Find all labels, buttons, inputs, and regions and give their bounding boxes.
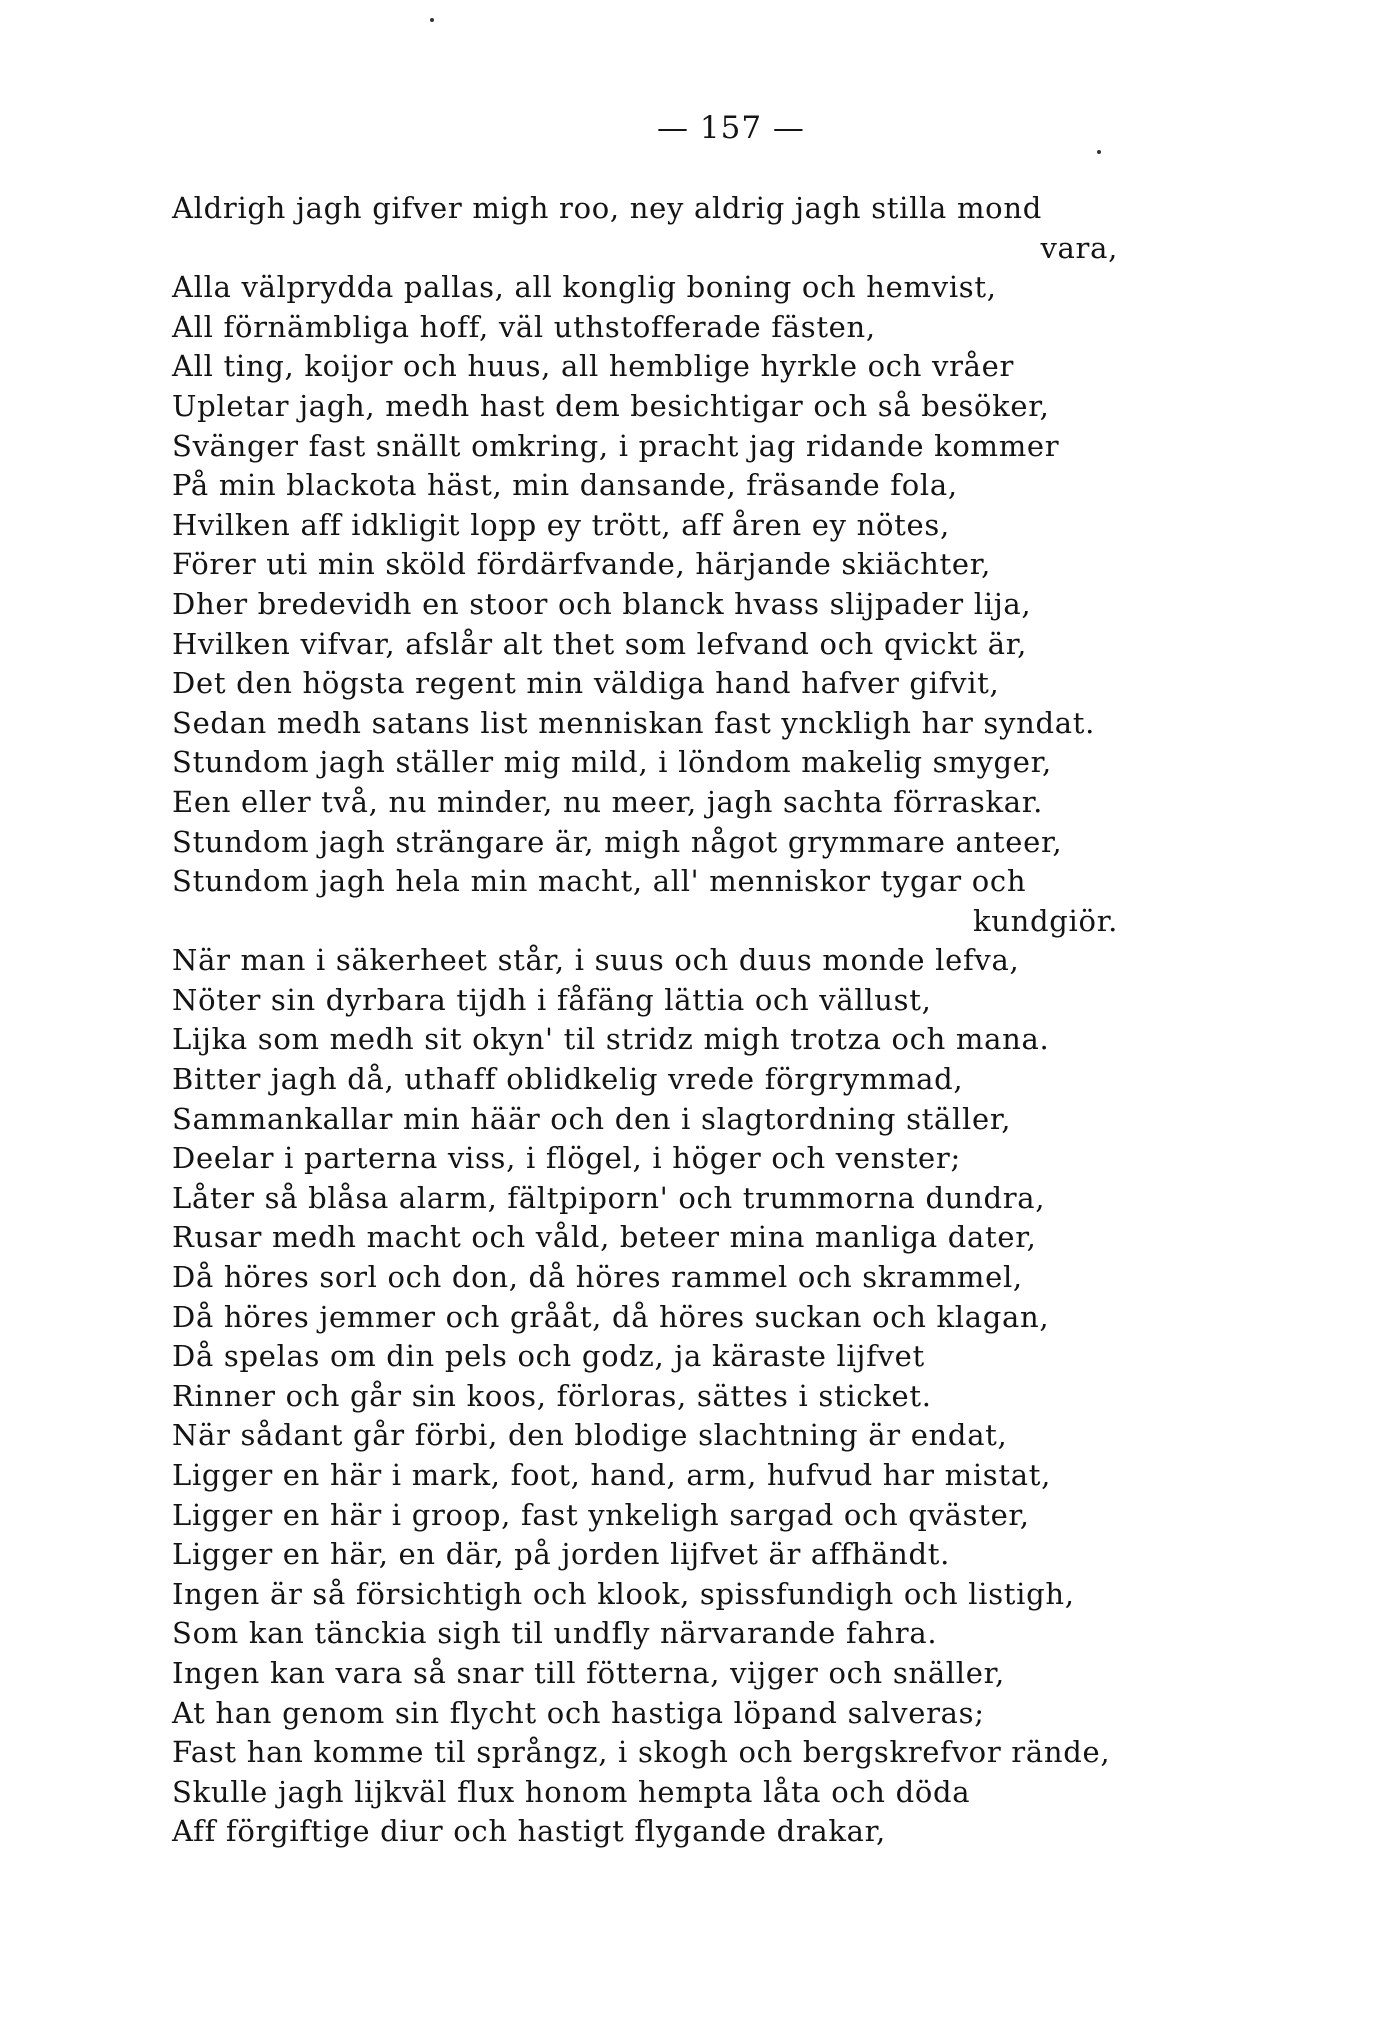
poem-line: Upletar jagh, medh hast dem besichtigar och så besöker, [172, 388, 1050, 423]
poem-line: At han genom sin flycht och hastiga löpand salveras; [172, 1695, 985, 1730]
poem-line: När sådant går förbi, den blodige slachtning är endat, [172, 1418, 1008, 1453]
poem-line: Då höres jemmer och grååt, då höres suckan och klagan, [172, 1299, 1050, 1334]
page-number: — 157 — [657, 110, 805, 146]
poem-line: Deelar i parterna viss, i flögel, i höger och venster; [172, 1141, 961, 1176]
poem-line: Ligger en här i groop, fast ynkeligh sargad och qväster, [172, 1497, 1030, 1532]
poem-line: Stundom jagh ställer mig mild, i löndom makelig smyger, [172, 745, 1052, 780]
poem-line: Een eller två, nu minder, nu meer, jagh sachta förraskar. [172, 784, 1044, 819]
poem-line: Rinner och går sin koos, förloras, sättes i sticket. [172, 1378, 932, 1413]
poem-text [172, 189, 1132, 1852]
poem-line: Då spelas om din pels och godz, ja käraste lijfvet [172, 1339, 925, 1374]
ink-speck [1097, 150, 1101, 154]
poem-line: Fast han komme til språngz, i skogh och bergskrefvor rände, [172, 1735, 1111, 1770]
poem-line: Aldrigh jagh gifver migh roo, ney aldrig jagh stilla mond [172, 191, 1042, 225]
poem-line: Som kan tänckia sigh til undfly närvarande fahra. [172, 1616, 938, 1651]
poem-line: Stundom jagh hela min macht, all' menniskor tygar och [172, 864, 1027, 899]
poem-line: Nöter sin dyrbara tijdh i fåfäng lättia och vällust, [172, 982, 932, 1017]
poem-line: Ingen kan vara så snar till fötterna, vijger och snäller, [172, 1655, 1005, 1690]
poem-line-continuation: vara, [1040, 230, 1118, 265]
poem-line: All ting, koijor och huus, all hemblige hyrkle och vråer [172, 349, 1015, 384]
poem-line: Lijka som medh sit okyn' til stridz migh trotza och mana. [172, 1022, 1050, 1057]
poem-line: Låter så blåsa alarm, fältpiporn' och trummorna dundra, [172, 1180, 1046, 1215]
poem-line: All förnämbliga hoff, väl uthstofferade fästen, [172, 309, 876, 344]
poem-line: Rusar medh macht och våld, beteer mina manliga dater, [172, 1220, 1037, 1255]
poem-line: När man i säkerheet står, i suus och duus monde lefva, [172, 943, 1020, 978]
page-header [0, 110, 1400, 146]
poem-line: Det den högsta regent min väldiga hand hafver gifvit, [172, 666, 1000, 701]
poem-line: Bitter jagh då, uthaff oblidkelig vrede förgrymmad, [172, 1062, 964, 1097]
poem-line: Dher bredevidh en stoor och blanck hvass slijpader lija, [172, 586, 1032, 621]
poem-line: Aff förgiftige diur och hastigt flygande drakar, [172, 1814, 886, 1849]
poem-line: Stundom jagh strängare är, migh något grymmare anteer, [172, 824, 1063, 859]
ink-speck [430, 18, 434, 22]
poem-line: Hvilken aff idkligit lopp ey trött, aff åren ey nötes, [172, 507, 950, 542]
poem-line: På min blackota häst, min dansande, fräsande fola, [172, 468, 958, 503]
poem-line: Sedan medh satans list menniskan fast ynckligh har syndat. [172, 705, 1096, 740]
poem-line: Hvilken vifvar, afslår alt thet som lefvand och qvickt är, [172, 626, 1028, 661]
poem-line: Svänger fast snällt omkring, i pracht jag ridande kommer [172, 428, 1060, 463]
poem-line: Ligger en här, en där, på jorden lijfvet är affhändt. [172, 1537, 951, 1572]
poem-line: Förer uti min sköld fördärfvande, härjande skiächter, [172, 547, 992, 582]
poem-line: Skulle jagh lijkväl flux honom hempta låta och döda [172, 1774, 971, 1809]
poem-line: Då höres sorl och don, då höres rammel och skrammel, [172, 1260, 1023, 1295]
poem-line: Sammankallar min häär och den i slagtordning ställer, [172, 1101, 1012, 1136]
poem-line: Ligger en här i mark, foot, hand, arm, hufvud har mistat, [172, 1458, 1051, 1492]
poem-line-continuation: kundgiör. [973, 903, 1118, 938]
poem-line: Ingen är så försichtigh och klook, spissfundigh och listigh, [172, 1576, 1075, 1611]
poem-line: Alla välprydda pallas, all konglig boning och hemvist, [172, 270, 997, 305]
